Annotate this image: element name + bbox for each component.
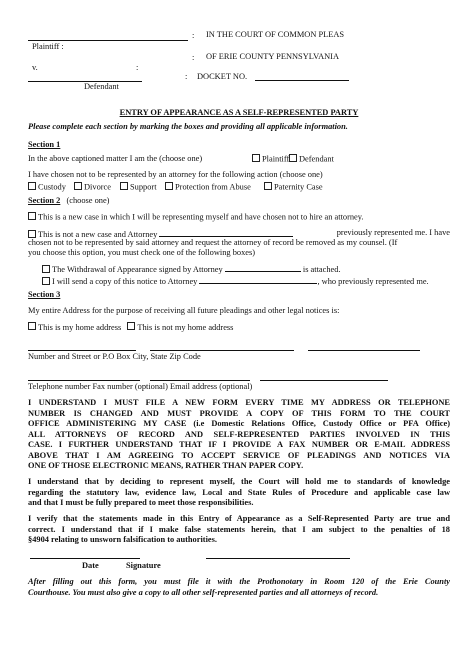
action-option-support[interactable]: Support xyxy=(120,182,157,193)
docket-label: DOCKET NO. xyxy=(197,72,248,81)
section2-note: (choose one) xyxy=(66,196,110,205)
checkbox-icon[interactable] xyxy=(28,212,36,220)
party-choice-text: In the above captioned matter I am the (choose one) xyxy=(28,154,203,163)
checkbox-icon[interactable] xyxy=(165,182,173,190)
action-choice-text: I have chosen not to be represented by an attorney for the following action (choose one) xyxy=(28,170,323,179)
fax-line[interactable] xyxy=(150,380,250,381)
understand-line: regarding the statutory law, evidence law, Local and State Rules of Procedure and applicable case law xyxy=(28,487,450,497)
footer-line: After filling out this form, you must file it with the Prothonotary in Room 120 of the Erie County xyxy=(28,577,450,586)
section1-heading: Section 1 xyxy=(28,140,61,149)
home-address-yes-option[interactable]: This is my home address xyxy=(28,323,121,332)
understand-line: and that I must be fully prepared to meet those responsibilities. xyxy=(28,498,254,507)
versus-label: v. xyxy=(32,63,38,72)
notice-line: ALL ATTORNEYS OF RECORD AND SELF-REPRESENTED PARTIES INVOLVED IN THIS xyxy=(28,429,450,439)
telephone-line[interactable] xyxy=(28,380,140,381)
docket-number-line[interactable] xyxy=(255,80,349,81)
checkbox-icon[interactable] xyxy=(289,154,297,162)
signature-label: Signature xyxy=(126,561,161,570)
checkbox-icon[interactable] xyxy=(252,154,260,162)
caption-colon: : xyxy=(192,31,195,40)
zip-line[interactable] xyxy=(308,350,420,351)
home-address-no-option[interactable]: This is not my home address xyxy=(127,323,233,332)
caption-colon: : xyxy=(192,53,195,62)
verify-line: correct. I understand that if I make false statements herein, that I am subject to the penalties of 18 xyxy=(28,524,450,534)
notice-line: OFFICE ADMINISTERING MY CASE (i.e Domestic Relations Office, Custody Office or PFA Office) xyxy=(28,419,450,428)
plaintiff-name-line[interactable] xyxy=(28,40,188,41)
action-option-custody[interactable]: Custody xyxy=(28,182,66,193)
notice-line: ONE OF THOSE ELECTRONIC MEANS, RATHER THAN PAPER COPY. xyxy=(28,461,304,470)
checkbox-icon[interactable] xyxy=(28,230,36,238)
prior-attorney-line[interactable] xyxy=(159,228,293,237)
date-label: Date xyxy=(82,561,99,570)
court-name-line1: IN THE COURT OF COMMON PLEAS xyxy=(206,30,345,39)
not-new-case-text-line2: chosen not to be represented by said attorney and request the attorney of record be removed as my counsel. (If xyxy=(28,238,398,247)
signature-line[interactable] xyxy=(206,558,350,559)
address-instruction: My entire Address for the purpose of receiving all future pleadings and other legal notices is: xyxy=(28,306,340,315)
action-option-paternity[interactable]: Paternity Case xyxy=(264,182,323,193)
notice-line: I UNDERSTAND I MUST FILE A NEW FORM EVERY TIME MY ADDRESS OR TELEPHONE xyxy=(28,398,450,407)
city-line[interactable] xyxy=(150,350,294,351)
home-address-options xyxy=(28,322,450,333)
form-title: ENTRY OF APPEARANCE AS A SELF-REPRESENTED PARTY xyxy=(119,108,359,117)
court-name-line2: OF ERIE COUNTY PENNSYLVANIA xyxy=(206,52,339,61)
checkbox-icon[interactable] xyxy=(127,322,135,330)
notice-line: NUMBER IS CHANGED AND MUST PROVIDE A COPY OF THIS FORM TO THE COURT xyxy=(28,408,450,418)
section2-heading: Section 2 xyxy=(28,196,61,205)
plaintiff-option[interactable]: Plaintiff xyxy=(252,154,289,165)
footer-line: Courthouse. You must also give a copy to all other self-represented parties and all attorneys of record. xyxy=(28,588,379,597)
verify-line: I verify that the statements made in this Entry of Appearance as a Self-Represented Party are true and xyxy=(28,514,450,523)
withdrawal-attorney-line[interactable] xyxy=(225,263,301,272)
notice-line: CASE. I FURTHER UNDERSTAND THAT IF I PROVIDE A FAX NUMBER OR E-MAIL ADDRESS xyxy=(28,440,450,449)
form-instructions: Please complete each section by marking the boxes and providing all applicable information. xyxy=(28,122,348,131)
date-line[interactable] xyxy=(30,558,140,559)
email-line[interactable] xyxy=(260,380,388,381)
defendant-option[interactable]: Defendant xyxy=(289,154,334,165)
checkbox-icon[interactable] xyxy=(74,182,82,190)
notice-line: ABOVE THAT I AM AGREEING TO ACCEPT SERVICE OF PLEADINGS AND NOTICES VIA xyxy=(28,450,450,460)
new-case-text: This is a new case in which I will be representing myself and have chosen not to hire an attorney. xyxy=(38,212,364,222)
checkbox-icon[interactable] xyxy=(42,265,50,273)
action-option-divorce[interactable]: Divorce xyxy=(74,182,111,193)
not-new-case-text-line3: you choose this option, you must check one of the following boxes) xyxy=(28,248,256,257)
street-line[interactable] xyxy=(28,350,136,351)
not-new-case-option[interactable]: This is not a new case and Attorney previously represented me. I have xyxy=(28,228,450,240)
copy-attorney-line[interactable] xyxy=(199,275,317,284)
checkbox-icon[interactable] xyxy=(264,182,272,190)
checkbox-icon[interactable] xyxy=(28,182,36,190)
defendant-label: Defendant xyxy=(84,82,119,91)
checkbox-icon[interactable] xyxy=(120,182,128,190)
caption-colon: : xyxy=(136,63,139,72)
address-caption: Number and Street or P.O Box City, State Zip Code xyxy=(28,352,201,361)
verify-line: §4904 relating to unsworn falsification to authorities. xyxy=(28,535,217,544)
caption-colon: : xyxy=(185,72,188,81)
send-copy-option[interactable]: I will send a copy of this notice to Attorney , who previously represented me. xyxy=(42,275,450,287)
section2-heading-row xyxy=(28,196,450,206)
checkbox-icon[interactable] xyxy=(28,322,36,330)
party-choice-row xyxy=(28,154,450,164)
checkbox-icon[interactable] xyxy=(42,277,50,285)
phone-caption: Telephone number Fax number (optional) Email address (optional) xyxy=(28,382,253,391)
new-case-option[interactable] xyxy=(28,212,450,223)
plaintiff-label: Plaintiff : xyxy=(32,42,64,51)
withdrawal-option[interactable]: The Withdrawal of Appearance signed by Attorney is attached. xyxy=(42,263,450,275)
action-option-pfa[interactable]: Protection from Abuse xyxy=(165,182,251,193)
understand-line: I understand that by deciding to represent myself, the Court will hold me to standards of knowledge xyxy=(28,477,450,486)
section3-heading: Section 3 xyxy=(28,290,61,299)
